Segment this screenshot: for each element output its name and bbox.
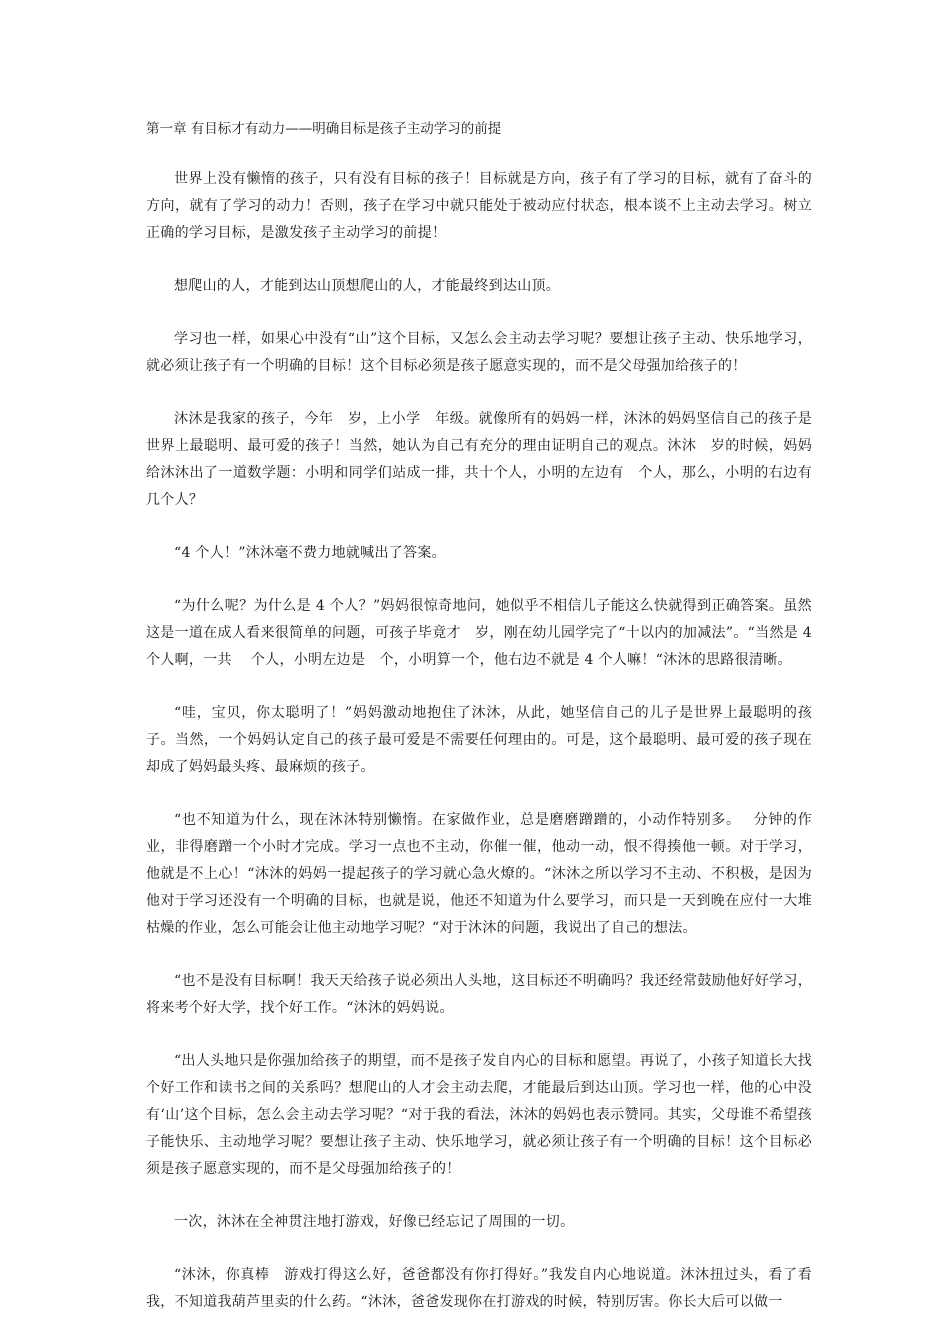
paragraph: 学习也一样，如果心中没有“山”这个目标，又怎么会主动去学习呢？要想让孩子主动、快乐地学习，就必须让孩子有一个明确的目标！这个目标必须是孩子愿意实现的，而不是父母强加给孩子的！ (146, 331, 812, 374)
paragraph: “沐沐，你真棒 游戏打得这么好，爸爸都没有你打得好。”我发自内心地说道。沐沐扭过头，看了看我，不知道我葫芦里卖的什么药。“沐沐，爸爸发现你在打游戏的时候，特别厉害。你长大后可以做一 (146, 1267, 812, 1310)
paragraph: 世界上没有懒惰的孩子，只有没有目标的孩子！目标就是方向，孩子有了学习的目标，就有了奋斗的方向，就有了学习的动力！否则，孩子在学习中就只能处于被动应付状态，根本谈不上主动去学习。树立正确的学习目标，是激发孩子主动学习的前提！ (146, 171, 812, 241)
paragraph: “4 个人！”沐沐毫不费力地就喊出了答案。 (174, 545, 446, 561)
paragraph: 沐沐是我家的孩子，今年 岁，上小学 年级。就像所有的妈妈一样，沐沐的妈妈坚信自己的孩子是世界上最聪明、最可爱的孩子！当然，她认为自己有充分的理由证明自己的观点。沐沐 岁的时候，妈妈给沐沐出了一道数学题：小明和同学们站成一排，共十个人，小明的左边有 个人，那么，小明的右边有几个人？ (146, 411, 812, 508)
chapter-title: 第一章 有目标才有动力——明确目标是孩子主动学习的前提 (146, 121, 502, 137)
paragraph: 一次，沐沐在全神贯注地打游戏，好像已经忘记了周围的一切。 (174, 1214, 575, 1230)
paragraph: “哇，宝贝，你太聪明了！”妈妈激动地抱住了沐沐，从此，她坚信自己的儿子是世界上最聪明的孩子。当然，一个妈妈认定自己的孩子最可爱是不需要任何理由的。可是，这个最聪明、最可爱的孩子现在却成了妈妈最头疼、最麻烦的孩子。 (146, 705, 812, 775)
document-body (146, 166, 812, 1342)
paragraph: “也不是没有目标啊！我天天给孩子说必须出人头地，这目标还不明确吗？我还经常鼓励他好好学习，将来考个好大学，找个好工作。“沐沐的妈妈说。 (146, 973, 812, 1016)
paragraph: 想爬山的人，才能到达山顶想爬山的人，才能最终到达山顶。 (174, 278, 561, 294)
paragraph: “为什么呢？为什么是 4 个人？”妈妈很惊奇地问，她似乎不相信儿子能这么快就得到正确答案。虽然这是一道在成人看来很简单的问题，可孩子毕竟才 岁，刚在幼儿园学完了“十以内的加减法”。“当然是 4 个人啊，一共 个人，小明左边是 个，小明算一个，他右边不就是 4 个人嘛！“沐沐的思路很清晰。 (146, 598, 812, 668)
paragraph: “出人头地只是你强加给孩子的期望，而不是孩子发自内心的目标和愿望。再说了，小孩子知道长大找个好工作和读书之间的关系吗？想爬山的人才会主动去爬，才能最后到达山顶。学习也一样，他的心中没有‘山’这个目标，怎么会主动去学习呢？“对于我的看法，沐沐的妈妈也表示赞同。其实，父母谁不希望孩子能快乐、主动地学习呢？要想让孩子主动、快乐地学习，就必须让孩子有一个明确的目标！这个目标必须是孩子愿意实现的，而不是父母强加给孩子的！ (146, 1053, 812, 1177)
paragraph: “也不知道为什么，现在沐沐特别懒惰。在家做作业，总是磨磨蹭蹭的，小动作特别多。 分钟的作业，非得磨蹭一个小时才完成。学习一点也不主动，你催一催，他动一动，恨不得揍他一顿。对于学习，他就是不上心！“沐沐的妈妈一提起孩子的学习就心急火燎的。“沐沐之所以学习不主动、不积极，是因为他对于学习还没有一个明确的目标，也就是说，他还不知道为什么要学习，而只是一天到晚在应付一大堆枯燥的作业，怎么可能会让他主动地学习呢？“对于沐沐的问题，我说出了自己的想法。 (146, 812, 812, 936)
